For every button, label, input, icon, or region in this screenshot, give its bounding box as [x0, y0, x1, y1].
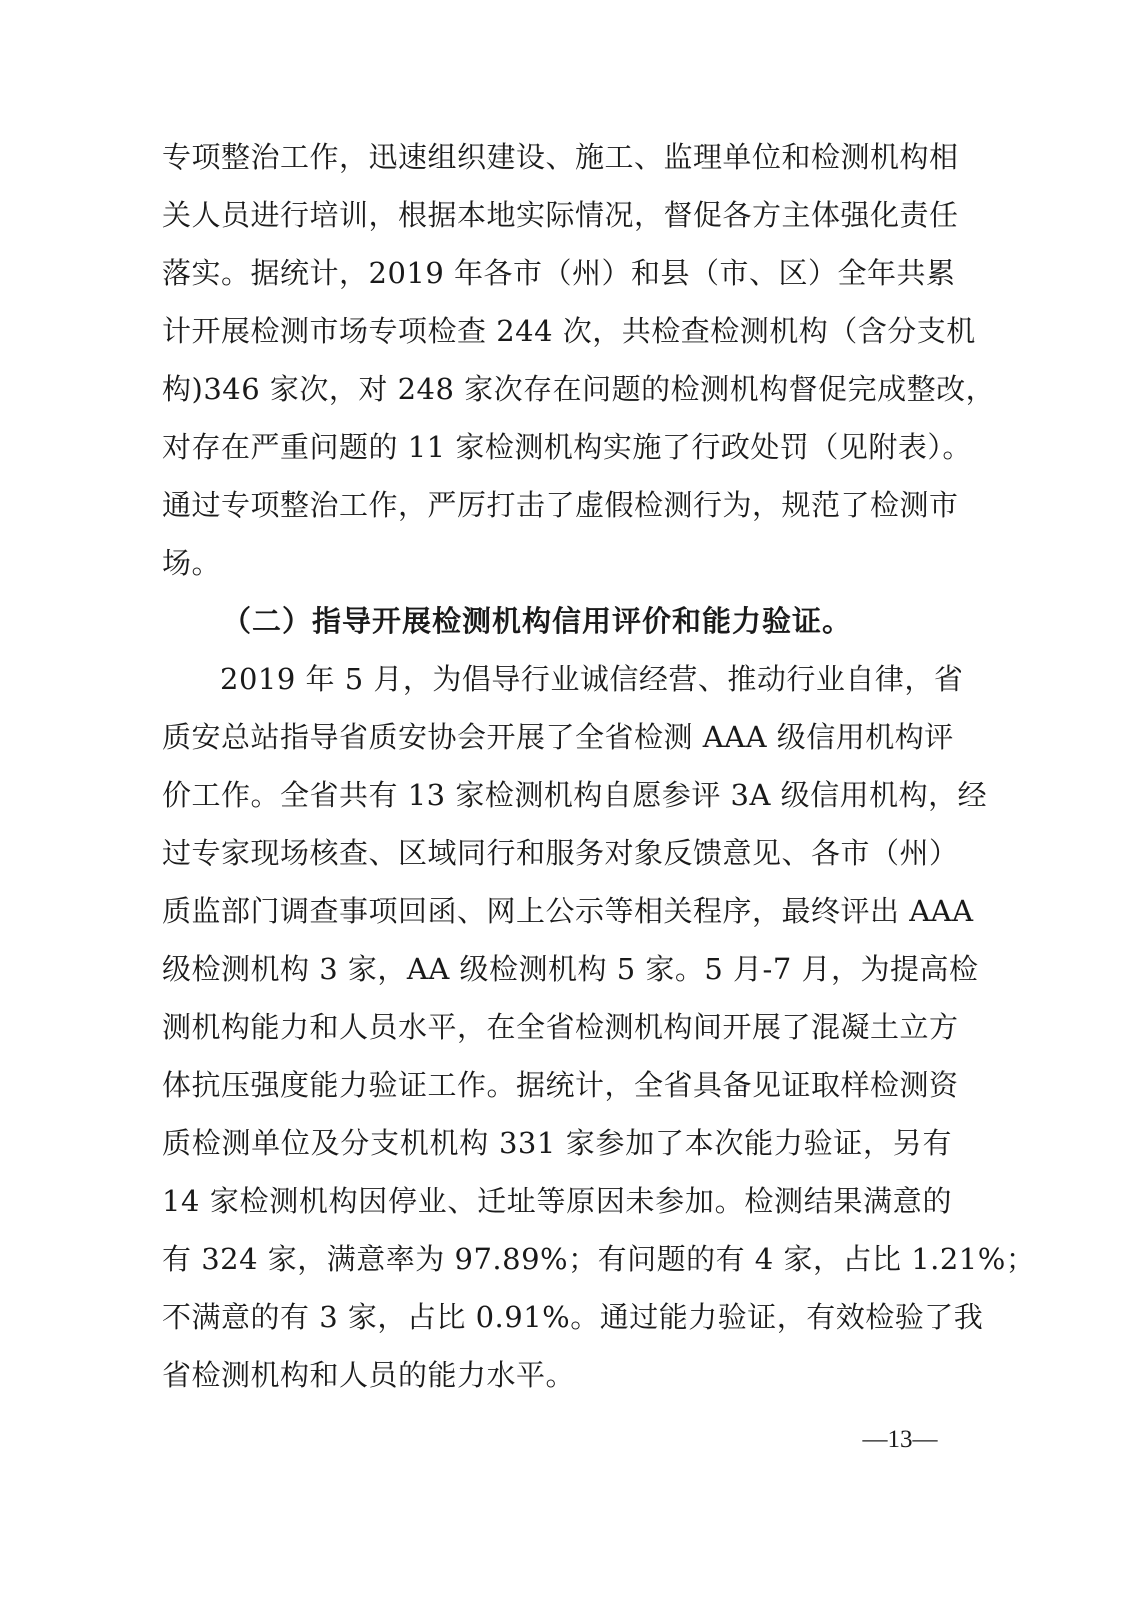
paragraph-line: 2019 年 5 月，为倡导行业诚信经营、推动行业自律，省 — [220, 662, 964, 696]
paragraph-line: 通过专项整治工作，严厉打击了虚假检测行为，规范了检测市 — [162, 488, 959, 522]
paragraph-line: 对存在严重问题的 11 家检测机构实施了行政处罚（见附表）。 — [162, 430, 972, 464]
paragraph-line: 构)346 家次，对 248 家次存在问题的检测机构督促完成整改， — [162, 372, 996, 406]
page-number: —13— — [862, 1426, 938, 1453]
paragraph-line: 场。 — [162, 546, 222, 580]
paragraph-line: 专项整治工作，迅速组织建设、施工、监理单位和检测机构相 — [162, 140, 959, 174]
paragraph-line: 体抗压强度能力验证工作。据统计，全省具备见证取样检测资 — [162, 1068, 959, 1102]
paragraph-line: 质安总站指导省质安协会开展了全省检测 AAA 级信用机构评 — [162, 720, 954, 754]
paragraph-line: 质监部门调查事项回函、网上公示等相关程序，最终评出 AAA — [162, 894, 974, 928]
paragraph-line: 关人员进行培训，根据本地实际情况，督促各方主体强化责任 — [162, 198, 959, 232]
paragraph-line: 计开展检测市场专项检查 244 次，共检查检测机构（含分支机 — [162, 314, 976, 348]
paragraph-line: 过专家现场核查、区域同行和服务对象反馈意见、各市（州） — [162, 836, 959, 870]
paragraph-line: 质检测单位及分支机机构 331 家参加了本次能力验证，另有 — [162, 1126, 952, 1160]
paragraph-line: 落实。据统计，2019 年各市（州）和县（市、区）全年共累 — [162, 256, 956, 290]
paragraph-line: 14 家检测机构因停业、迁址等原因未参加。检测结果满意的 — [162, 1184, 952, 1218]
paragraph-line: 级检测机构 3 家，AA 级检测机构 5 家。5 月-7 月，为提高检 — [162, 952, 979, 986]
paragraph-line: 省检测机构和人员的能力水平。 — [162, 1358, 576, 1392]
paragraph-line: 价工作。全省共有 13 家检测机构自愿参评 3A 级信用机构，经 — [162, 778, 988, 812]
paragraph-line: 测机构能力和人员水平，在全省检测机构间开展了混凝土立方 — [162, 1010, 959, 1044]
paragraph-line: 不满意的有 3 家，占比 0.91%。通过能力验证，有效检验了我 — [162, 1300, 984, 1334]
paragraph-line: 有 324 家，满意率为 97.89%；有问题的有 4 家，占比 1.21%； — [162, 1242, 1036, 1276]
section-heading: （二）指导开展检测机构信用评价和能力验证。 — [222, 604, 853, 638]
